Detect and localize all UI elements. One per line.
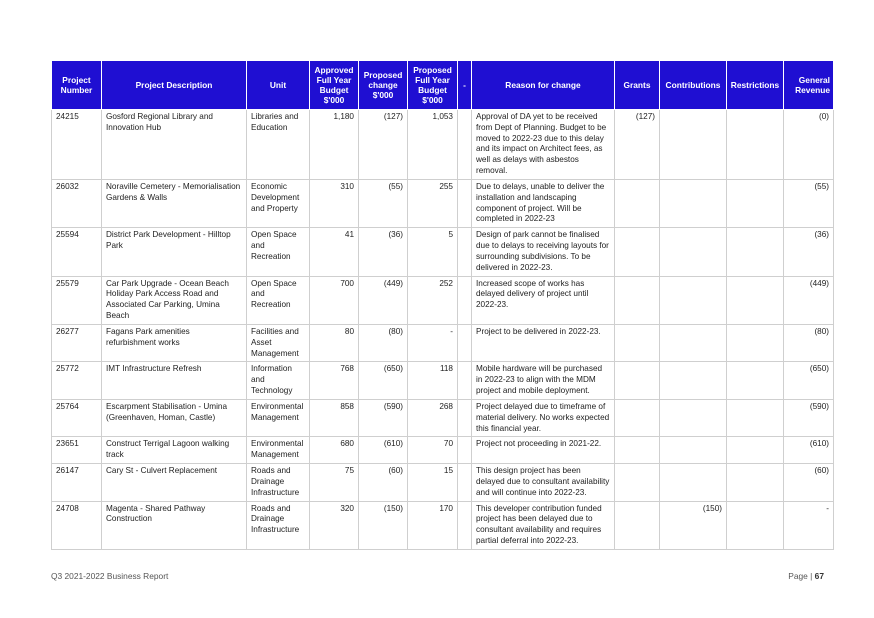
cell-project-description: District Park Development - Hilltop Park — [102, 228, 247, 276]
cell-reason: Increased scope of works has delayed delivery of project until 2022-23. — [472, 276, 615, 324]
cell-project-number: 25772 — [52, 362, 102, 399]
footer-report-title: Q3 2021-2022 Business Report — [51, 571, 169, 581]
header-proposed-change: Proposed change $'000 — [359, 61, 408, 110]
cell-proposed-change: (36) — [359, 228, 408, 276]
cell-unit: Environmental Management — [247, 399, 310, 436]
cell-contributions — [660, 464, 727, 501]
table-row — [52, 501, 834, 549]
cell-contributions — [660, 437, 727, 464]
cell-project-number: 26032 — [52, 179, 102, 227]
cell-project-number: 26147 — [52, 464, 102, 501]
table-row — [52, 399, 834, 436]
budget-table-container — [51, 60, 833, 550]
header-grants: Grants — [615, 61, 660, 110]
cell-contributions — [660, 228, 727, 276]
cell-approved-budget: 75 — [310, 464, 359, 501]
cell-general-revenue: (590) — [784, 399, 834, 436]
header-blank: - — [458, 61, 472, 110]
cell-approved-budget: 1,180 — [310, 110, 359, 180]
cell-proposed-change: (590) — [359, 399, 408, 436]
header-contributions: Contributions — [660, 61, 727, 110]
cell-unit: Economic Development and Property — [247, 179, 310, 227]
cell-proposed-budget: 15 — [408, 464, 458, 501]
cell-restrictions — [727, 399, 784, 436]
cell-contributions — [660, 324, 727, 361]
cell-restrictions — [727, 437, 784, 464]
cell-blank — [458, 362, 472, 399]
table-body — [52, 110, 834, 550]
cell-approved-budget: 680 — [310, 437, 359, 464]
cell-unit: Facilities and Asset Management — [247, 324, 310, 361]
cell-unit: Libraries and Education — [247, 110, 310, 180]
cell-contributions: (150) — [660, 501, 727, 549]
cell-project-number: 26277 — [52, 324, 102, 361]
table-row — [52, 179, 834, 227]
cell-general-revenue: (610) — [784, 437, 834, 464]
cell-project-number: 24708 — [52, 501, 102, 549]
header-approved-budget: Approved Full Year Budget $'000 — [310, 61, 359, 110]
cell-project-number: 25764 — [52, 399, 102, 436]
cell-project-number: 23651 — [52, 437, 102, 464]
cell-general-revenue: (449) — [784, 276, 834, 324]
footer-page-label: Page | — [788, 571, 813, 581]
cell-restrictions — [727, 276, 784, 324]
cell-blank — [458, 276, 472, 324]
cell-reason: Due to delays, unable to deliver the installation and landscaping component of project. Will be completed in 2022-23 — [472, 179, 615, 227]
cell-project-number: 24215 — [52, 110, 102, 180]
cell-proposed-change: (60) — [359, 464, 408, 501]
cell-grants — [615, 179, 660, 227]
cell-proposed-budget: 70 — [408, 437, 458, 464]
cell-proposed-change: (55) — [359, 179, 408, 227]
table-row — [52, 464, 834, 501]
cell-project-number: 25594 — [52, 228, 102, 276]
cell-proposed-change: (80) — [359, 324, 408, 361]
cell-project-description: Magenta - Shared Pathway Construction — [102, 501, 247, 549]
footer-page — [788, 571, 824, 581]
cell-project-description: Fagans Park amenities refurbishment works — [102, 324, 247, 361]
cell-approved-budget: 768 — [310, 362, 359, 399]
cell-reason: Approval of DA yet to be received from Dept of Planning. Budget to be moved to 2022-23 due to this delay and its impact on Architect fees, as well as delays with asbestos removal. — [472, 110, 615, 180]
cell-grants — [615, 324, 660, 361]
table-header-row — [52, 61, 834, 110]
cell-proposed-change: (449) — [359, 276, 408, 324]
table-row — [52, 276, 834, 324]
cell-proposed-budget: 1,053 — [408, 110, 458, 180]
table-row — [52, 362, 834, 399]
cell-contributions — [660, 276, 727, 324]
cell-general-revenue: (650) — [784, 362, 834, 399]
cell-grants — [615, 399, 660, 436]
cell-proposed-change: (610) — [359, 437, 408, 464]
cell-blank — [458, 179, 472, 227]
cell-project-description: IMT Infrastructure Refresh — [102, 362, 247, 399]
cell-general-revenue: (60) — [784, 464, 834, 501]
cell-proposed-budget: 170 — [408, 501, 458, 549]
cell-proposed-budget: 252 — [408, 276, 458, 324]
cell-project-description: Noraville Cemetery - Memorialisation Gardens & Walls — [102, 179, 247, 227]
cell-contributions — [660, 362, 727, 399]
table-row — [52, 324, 834, 361]
cell-restrictions — [727, 464, 784, 501]
cell-grants — [615, 276, 660, 324]
cell-contributions — [660, 110, 727, 180]
cell-proposed-change: (127) — [359, 110, 408, 180]
cell-blank — [458, 399, 472, 436]
cell-approved-budget: 320 — [310, 501, 359, 549]
cell-restrictions — [727, 324, 784, 361]
cell-project-description: Car Park Upgrade - Ocean Beach Holiday Park Access Road and Associated Car Parking, Umina Beach — [102, 276, 247, 324]
cell-unit: Environmental Management — [247, 437, 310, 464]
cell-unit: Open Space and Recreation — [247, 276, 310, 324]
cell-reason: Mobile hardware will be purchased in 2022-23 to align with the MDM project and mobile deployment. — [472, 362, 615, 399]
cell-reason: Project delayed due to timeframe of material delivery. No works expected this financial year. — [472, 399, 615, 436]
cell-blank — [458, 437, 472, 464]
header-unit: Unit — [247, 61, 310, 110]
cell-proposed-budget: 268 — [408, 399, 458, 436]
cell-reason: Design of park cannot be finalised due to delays to receiving layouts for surrounding subdivisions. To be delivered in 2022-23. — [472, 228, 615, 276]
footer-page-number: 67 — [814, 571, 824, 581]
cell-general-revenue: (80) — [784, 324, 834, 361]
cell-restrictions — [727, 362, 784, 399]
cell-proposed-budget: 255 — [408, 179, 458, 227]
cell-unit: Roads and Drainage Infrastructure — [247, 501, 310, 549]
cell-restrictions — [727, 179, 784, 227]
cell-unit: Information and Technology — [247, 362, 310, 399]
cell-general-revenue: (55) — [784, 179, 834, 227]
cell-contributions — [660, 399, 727, 436]
cell-unit: Roads and Drainage Infrastructure — [247, 464, 310, 501]
header-general-revenue: General Revenue — [784, 61, 834, 110]
cell-general-revenue: (0) — [784, 110, 834, 180]
cell-grants — [615, 501, 660, 549]
cell-proposed-change: (650) — [359, 362, 408, 399]
cell-project-description: Cary St - Culvert Replacement — [102, 464, 247, 501]
cell-grants — [615, 464, 660, 501]
header-project-description: Project Description — [102, 61, 247, 110]
table-row — [52, 110, 834, 180]
cell-project-description: Escarpment Stabilisation - Umina (Greenhaven, Homan, Castle) — [102, 399, 247, 436]
cell-proposed-budget: 118 — [408, 362, 458, 399]
cell-contributions — [660, 179, 727, 227]
cell-project-description: Gosford Regional Library and Innovation Hub — [102, 110, 247, 180]
cell-reason: This design project has been delayed due to consultant availability and will continue into 2022-23. — [472, 464, 615, 501]
cell-approved-budget: 858 — [310, 399, 359, 436]
cell-restrictions — [727, 228, 784, 276]
cell-unit: Open Space and Recreation — [247, 228, 310, 276]
cell-approved-budget: 310 — [310, 179, 359, 227]
cell-reason: Project to be delivered in 2022-23. — [472, 324, 615, 361]
table-row — [52, 437, 834, 464]
cell-grants — [615, 228, 660, 276]
header-restrictions: Restrictions — [727, 61, 784, 110]
cell-blank — [458, 324, 472, 361]
cell-blank — [458, 464, 472, 501]
cell-approved-budget: 80 — [310, 324, 359, 361]
cell-grants — [615, 362, 660, 399]
cell-reason: This developer contribution funded project has been delayed due to consultant availability and requires partial deferral into 2022-23. — [472, 501, 615, 549]
cell-proposed-budget: 5 — [408, 228, 458, 276]
cell-blank — [458, 110, 472, 180]
capital-works-budget-table — [51, 60, 834, 550]
table-row — [52, 228, 834, 276]
cell-restrictions — [727, 110, 784, 180]
cell-blank — [458, 501, 472, 549]
cell-approved-budget: 41 — [310, 228, 359, 276]
cell-grants: (127) — [615, 110, 660, 180]
cell-project-description: Construct Terrigal Lagoon walking track — [102, 437, 247, 464]
cell-project-number: 25579 — [52, 276, 102, 324]
cell-reason: Project not proceeding in 2021-22. — [472, 437, 615, 464]
cell-proposed-budget: - — [408, 324, 458, 361]
header-proposed-budget: Proposed Full Year Budget $'000 — [408, 61, 458, 110]
cell-blank — [458, 228, 472, 276]
cell-restrictions — [727, 501, 784, 549]
header-reason: Reason for change — [472, 61, 615, 110]
header-project-number: Project Number — [52, 61, 102, 110]
cell-approved-budget: 700 — [310, 276, 359, 324]
cell-proposed-change: (150) — [359, 501, 408, 549]
cell-general-revenue: - — [784, 501, 834, 549]
cell-general-revenue: (36) — [784, 228, 834, 276]
cell-grants — [615, 437, 660, 464]
